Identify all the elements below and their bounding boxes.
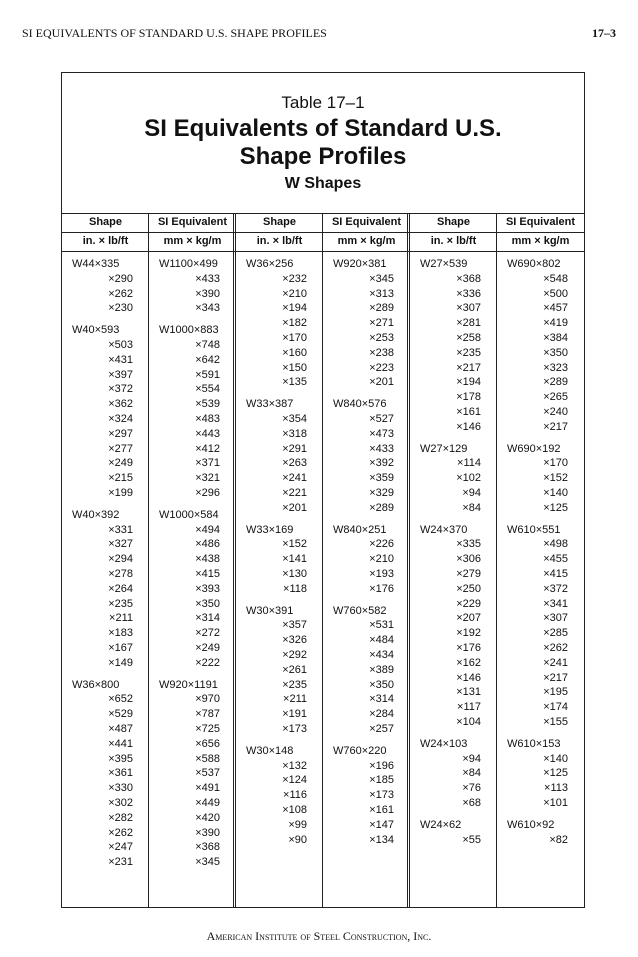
table-cell: ×359 — [369, 472, 394, 485]
table-cell: ×235 — [282, 678, 307, 691]
table-cell: ×125 — [543, 767, 568, 780]
table-cell: ×277 — [108, 442, 133, 455]
table-cell: W24×103 — [420, 737, 468, 750]
table-cell: ×161 — [456, 406, 481, 418]
table-cell: ×289 — [543, 376, 568, 389]
table-cell: ×173 — [369, 789, 394, 802]
table-cell: ×261 — [282, 663, 307, 676]
table-cell: ×307 — [543, 612, 568, 625]
table-cell: ×357 — [282, 619, 307, 632]
table-cell: ×240 — [543, 406, 568, 418]
table-cell: ×527 — [369, 413, 394, 425]
table-cell: ×539 — [195, 398, 220, 411]
table-cell: ×449 — [195, 797, 220, 809]
table-cell: W840×251 — [333, 523, 387, 536]
table-cell: ×178 — [456, 391, 481, 404]
table-cell: ×217 — [543, 420, 568, 433]
header-si-units: mm × kg/m — [511, 235, 570, 247]
table-cell: ×84 — [462, 767, 481, 780]
table-cell: ×265 — [543, 391, 568, 404]
header-shape: Shape — [436, 216, 470, 228]
table-cell: ×152 — [543, 472, 568, 485]
table-cell: W920×1191 — [159, 678, 218, 691]
table-cell: ×297 — [108, 427, 133, 440]
table-cell: ×229 — [456, 597, 481, 610]
table-cell: ×118 — [283, 582, 307, 595]
table-cell: ×314 — [195, 612, 220, 625]
table-cell: W1000×584 — [159, 508, 219, 521]
table-cell: ×443 — [195, 427, 220, 440]
table-cell: ×354 — [282, 413, 307, 425]
table-cell: ×748 — [195, 339, 220, 351]
table-cell: ×441 — [108, 737, 133, 750]
table-cell: ×284 — [369, 708, 394, 721]
shape-table — [62, 213, 584, 907]
table-cell: W33×387 — [246, 398, 294, 411]
table-cell: W1000×883 — [159, 324, 219, 337]
table-cell: ×170 — [543, 457, 568, 470]
table-cell: ×415 — [195, 568, 220, 580]
table-cell: ×362 — [108, 398, 133, 411]
table-cell: ×253 — [369, 332, 394, 344]
table-cell: ×134 — [369, 833, 394, 846]
table-cell: ×279 — [456, 568, 481, 580]
table-cell: ×162 — [456, 656, 481, 669]
header-si: SI Equivalent — [331, 216, 402, 228]
table-cell: ×473 — [369, 427, 394, 440]
table-cell: ×350 — [369, 678, 394, 691]
table-cell: ×588 — [195, 752, 220, 765]
table-cell: ×199 — [108, 487, 133, 499]
table-cell: ×108 — [282, 804, 307, 816]
table-cell: ×368 — [456, 272, 481, 285]
table-cell: W1100×499 — [159, 258, 218, 270]
table-cell: ×201 — [369, 376, 394, 389]
table-cell: ×231 — [108, 856, 133, 869]
table-cell: ×161 — [369, 804, 394, 816]
header-row-units — [62, 232, 584, 252]
table-cell: ×102 — [456, 472, 481, 485]
table-cell: ×395 — [108, 752, 133, 765]
table-number: Table 17–1 — [281, 93, 365, 112]
table-cell: ×130 — [282, 568, 307, 580]
table-cell: ×76 — [462, 782, 481, 795]
table-cell: ×176 — [369, 582, 394, 595]
table-cell: ×371 — [195, 457, 220, 470]
table-cell: ×285 — [543, 627, 568, 640]
table-cell: ×341 — [543, 597, 568, 610]
table-cell: ×397 — [108, 368, 133, 381]
table-cell: ×211 — [283, 693, 307, 706]
table-cell: ×350 — [195, 597, 220, 610]
table-cell: ×292 — [282, 649, 307, 661]
table-cell: ×207 — [456, 612, 481, 625]
table-cell: ×141 — [282, 553, 307, 566]
table-cell: ×494 — [195, 523, 220, 536]
table-cell: W36×800 — [72, 678, 120, 691]
header-shape-units: in. × lb/ft — [256, 235, 303, 247]
table-cell: W760×220 — [333, 744, 387, 757]
table-cell: ×313 — [369, 287, 394, 300]
table-cell: ×174 — [543, 701, 568, 714]
table-cell: W27×539 — [420, 258, 468, 270]
table-cell: ×331 — [108, 523, 133, 536]
table-cell: ×192 — [456, 627, 481, 640]
column-divider — [496, 213, 497, 907]
table-cell: ×241 — [543, 656, 568, 669]
table-cell: W40×593 — [72, 324, 120, 337]
table-cell: ×652 — [108, 693, 133, 706]
table-cell: ×389 — [369, 663, 394, 676]
table-cell: ×146 — [456, 420, 481, 433]
table-cell: ×330 — [108, 782, 133, 795]
table-cell: ×591 — [195, 368, 220, 381]
table-cell: ×125 — [543, 501, 568, 514]
table-cell: ×361 — [108, 767, 133, 780]
table-cell: W690×192 — [507, 442, 561, 455]
table-cell: ×498 — [543, 538, 568, 551]
table-cell: ×210 — [282, 287, 307, 300]
table-cell: ×140 — [543, 752, 568, 765]
table-cell: ×90 — [288, 833, 307, 846]
table-cell: ×278 — [108, 568, 133, 580]
table-cell: ×345 — [195, 856, 220, 869]
table-cell: ×384 — [543, 332, 568, 344]
table-cell: ×486 — [195, 538, 220, 551]
table-cell: ×132 — [282, 759, 307, 772]
table-cell: ×217 — [543, 671, 568, 684]
table-cell: ×241 — [282, 472, 307, 485]
table-cell: ×226 — [369, 538, 394, 551]
table-cell: ×393 — [195, 582, 220, 595]
table-cell: ×160 — [282, 346, 307, 359]
table-cell: ×114 — [457, 457, 481, 470]
table-title-line-1: SI Equivalents of Standard U.S. — [144, 115, 502, 142]
column-divider — [148, 213, 149, 907]
table-cell: ×193 — [369, 568, 394, 580]
table-cell: ×149 — [108, 656, 133, 669]
table-cell: ×82 — [549, 833, 568, 846]
table-cell: ×318 — [282, 427, 307, 440]
table-cell: ×232 — [282, 272, 307, 285]
header-si: SI Equivalent — [505, 216, 576, 228]
table-cell: W690×802 — [507, 258, 561, 270]
table-cell: ×147 — [369, 818, 394, 831]
table-cell: ×194 — [282, 302, 307, 315]
table-cell: ×191 — [282, 708, 307, 721]
table-cell: ×372 — [543, 582, 568, 595]
table-cell: ×235 — [108, 597, 133, 610]
table-cell: ×217 — [456, 361, 481, 374]
table-cell: ×415 — [543, 568, 568, 580]
table-cell: ×291 — [282, 442, 307, 455]
table-cell: ×185 — [369, 774, 394, 787]
table-cell: ×314 — [369, 693, 394, 706]
table-cell: ×116 — [283, 789, 307, 802]
header-row-names — [62, 213, 584, 232]
table-cell: W840×576 — [333, 398, 387, 411]
table-cell: ×194 — [456, 376, 481, 389]
table-cell: ×150 — [282, 361, 307, 374]
table-cell: ×183 — [108, 627, 133, 640]
table-cell: ×235 — [456, 346, 481, 359]
table-cell: ×131 — [456, 686, 481, 699]
table-cell: ×263 — [282, 457, 307, 470]
table-cell: ×296 — [195, 487, 220, 499]
table-cell: ×238 — [369, 346, 394, 359]
table-cell: ×155 — [543, 716, 568, 728]
table-cell: W27×129 — [420, 442, 468, 455]
table-cell: ×176 — [456, 642, 481, 654]
table-cell: ×271 — [369, 317, 394, 330]
table-cell: ×392 — [369, 457, 394, 470]
table-cell: ×457 — [543, 302, 568, 315]
table-cell: ×431 — [108, 353, 133, 366]
table-cell: ×289 — [369, 302, 394, 315]
table-cell: ×210 — [369, 553, 394, 566]
table-cell: ×307 — [456, 302, 481, 315]
table-cell: ×222 — [195, 656, 220, 669]
table-cell: ×725 — [195, 723, 220, 735]
table-cell: ×329 — [369, 487, 394, 499]
table-cell: ×548 — [543, 272, 568, 285]
table-cell: ×211 — [109, 612, 133, 625]
table-cell: ×294 — [108, 553, 133, 566]
table-cell: ×173 — [282, 723, 307, 735]
table-cell: ×281 — [456, 317, 481, 330]
header-shape-units: in. × lb/ft — [430, 235, 477, 247]
table-cell: W24×370 — [420, 523, 468, 536]
table-cell: ×282 — [108, 811, 133, 824]
table-cell: ×642 — [195, 353, 220, 366]
table-cell: ×372 — [108, 383, 133, 396]
table-cell: ×140 — [543, 487, 568, 499]
table-cell: ×433 — [369, 442, 394, 455]
table-cell: ×104 — [456, 716, 481, 728]
table-cell: ×201 — [282, 501, 307, 514]
table-cell: ×272 — [195, 627, 220, 640]
table-cell: ×412 — [195, 442, 220, 455]
table-cell: ×390 — [195, 826, 220, 839]
header-si-units: mm × kg/m — [337, 235, 396, 247]
table-cell: ×55 — [462, 833, 481, 846]
table-cell: ×262 — [108, 826, 133, 839]
column-divider — [322, 213, 323, 907]
table-cell: ×68 — [462, 797, 481, 809]
table-cell: ×182 — [282, 317, 307, 330]
table-cell: ×455 — [543, 553, 568, 566]
footer-publisher: American Institute of Steel Construction, Inc. — [206, 929, 432, 943]
table-cell: ×113 — [544, 782, 568, 795]
table-cell: ×537 — [195, 767, 220, 780]
table-cell: ×230 — [108, 302, 133, 315]
table-cell: ×223 — [369, 361, 394, 374]
table-cell: ×420 — [195, 811, 220, 824]
table-cell: ×390 — [195, 287, 220, 300]
table-cell: ×491 — [195, 782, 220, 795]
table-frame — [61, 72, 585, 908]
table-cell: ×257 — [369, 723, 394, 735]
table-cell: ×196 — [369, 759, 394, 772]
table-cell: ×433 — [195, 272, 220, 285]
table-cell: ×487 — [108, 723, 133, 735]
table-cell: W36×256 — [246, 258, 294, 270]
table-cell: ×434 — [369, 649, 394, 661]
table-cell: ×262 — [108, 287, 133, 300]
table-cell: W44×335 — [72, 258, 120, 270]
table-cell: ×152 — [282, 538, 307, 551]
header-shape-units: in. × lb/ft — [82, 235, 129, 247]
table-cell: ×302 — [108, 797, 133, 809]
table-cell: ×101 — [543, 797, 568, 809]
table-cell: W30×391 — [246, 604, 294, 617]
table-cell: W760×582 — [333, 604, 387, 617]
table-cell: ×336 — [456, 287, 481, 300]
table-cell: ×215 — [108, 472, 133, 485]
table-cell: ×250 — [456, 582, 481, 595]
table-cell: ×99 — [288, 818, 307, 831]
table-cell: W33×169 — [246, 523, 294, 536]
table-cell: ×247 — [108, 841, 133, 854]
table-cell: ×170 — [282, 332, 307, 344]
table-cell: ×483 — [195, 413, 220, 425]
table-subtitle: W Shapes — [284, 175, 362, 192]
header-shape: Shape — [88, 216, 122, 228]
table-cell: ×419 — [543, 317, 568, 330]
table-cell: ×345 — [369, 272, 394, 285]
table-cell: ×326 — [282, 634, 307, 647]
footer — [0, 929, 638, 944]
running-head-title: SI EQUIVALENTS OF STANDARD U.S. SHAPE PROFILES — [22, 26, 327, 40]
table-cell: ×327 — [108, 538, 133, 551]
table-cell: W610×92 — [507, 818, 555, 831]
table-cell: W40×392 — [72, 508, 120, 521]
table-cell: ×195 — [543, 686, 568, 699]
table-cell: W610×551 — [507, 523, 561, 536]
table-cell: ×124 — [282, 774, 307, 787]
table-cell: ×221 — [282, 487, 307, 499]
table-cell: ×321 — [195, 472, 220, 485]
table-cell: ×656 — [195, 737, 220, 750]
header-si: SI Equivalent — [157, 216, 228, 228]
table-cell: W610×153 — [507, 737, 561, 750]
table-cell: ×484 — [369, 634, 394, 647]
table-cell: ×350 — [543, 346, 568, 359]
table-cell: W920×381 — [333, 258, 387, 270]
table-cell: ×306 — [456, 553, 481, 566]
table-cell: ×323 — [543, 361, 568, 374]
table-cell: ×787 — [195, 708, 220, 721]
table-cell: ×262 — [543, 642, 568, 654]
table-cell: ×249 — [108, 457, 133, 470]
table-cell: ×970 — [195, 693, 220, 706]
table-cell: ×146 — [456, 671, 481, 684]
column-divider-double — [407, 213, 410, 907]
table-cell: ×343 — [195, 302, 220, 315]
table-cell: ×135 — [282, 376, 307, 389]
table-cell: ×368 — [195, 841, 220, 854]
table-title-line-2: Shape Profiles — [239, 143, 407, 170]
column-divider-double — [233, 213, 236, 907]
table-cell: ×84 — [462, 501, 481, 514]
table-cell: ×289 — [369, 501, 394, 514]
table-cell: ×167 — [108, 642, 133, 654]
table-cell: ×117 — [457, 701, 481, 714]
table-cell: ×531 — [369, 619, 394, 632]
table-cell: ×290 — [108, 272, 133, 285]
table-cell: ×94 — [462, 752, 481, 765]
header-shape: Shape — [262, 216, 296, 228]
table-cell: W30×148 — [246, 744, 294, 757]
table-cell: ×324 — [108, 413, 133, 425]
table-cell: ×249 — [195, 642, 220, 654]
table-cell: ×264 — [108, 582, 133, 595]
table-cell: ×529 — [108, 708, 133, 721]
table-cell: W24×62 — [420, 818, 462, 831]
header-si-units: mm × kg/m — [163, 235, 222, 247]
table-cell: ×335 — [456, 538, 481, 551]
table-cell: ×438 — [195, 553, 220, 566]
table-cell: ×258 — [456, 332, 481, 344]
running-head — [22, 26, 616, 42]
table-cell: ×503 — [108, 339, 133, 351]
table-cell: ×554 — [195, 383, 220, 396]
table-cell: ×500 — [543, 287, 568, 300]
page-number: 17–3 — [592, 26, 616, 40]
table-cell: ×94 — [462, 487, 481, 499]
